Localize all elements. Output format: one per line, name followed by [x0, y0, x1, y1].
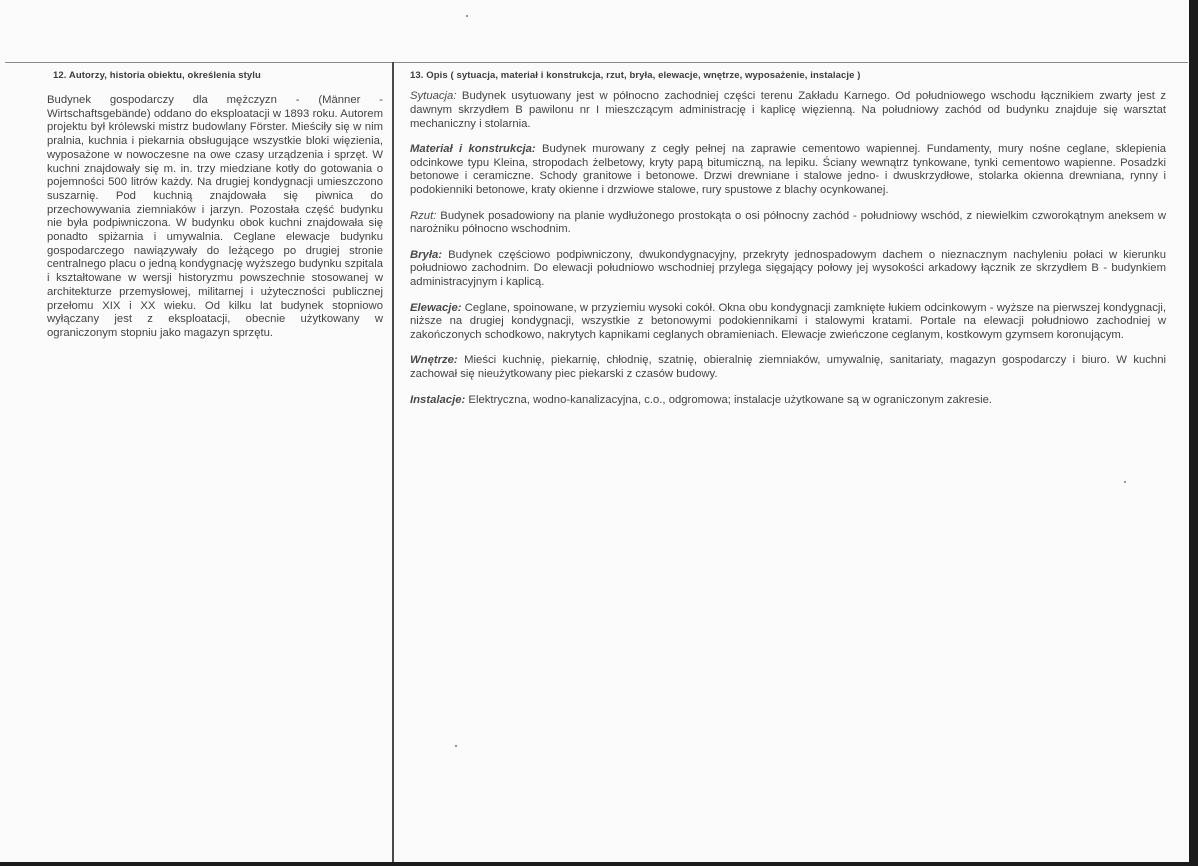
- text-rzut: Budynek posadowiony na planie wydłużonego prostokąta o osi północny zachód - południowy wschód, z niewielkim czworokątnym aneksem w narożniku północno wschodnim.: [410, 209, 1166, 236]
- paragraph-wnetrze: [410, 354, 1166, 382]
- term-rzut: Rzut:: [410, 209, 437, 222]
- term-instalacje: Instalacje:: [410, 393, 466, 406]
- section-12: [47, 70, 383, 341]
- header-rule: [5, 62, 1188, 63]
- term-sytuacja: Sytuacja:: [410, 90, 457, 102]
- text-sytuacja: Budynek usytuowany jest w północno zachodniej części terenu Zakładu Karnego. Od południowego wschodu łącznikiem zwarty jest z dawnym skrzydłem B pawilonu nr I mieszczącym administrację i kaplicę więzienną. Na południowy zachód od budynku znajduje się warsztat mechaniczny i stolarnia.: [410, 90, 1166, 130]
- text-bryla: Budynek częściowo podpiwniczony, dwukondygnacyjny, przekryty jednospadowym dachem o nieznacznym nachyleniu połaci w kierunku południowo zachodnim. Do elewacji południowo wschodniej przylega sięgający połowy jej wysokości arkadowy łącznik ze skrzydłem B - budynkiem administracyjnym i kaplicą.: [410, 248, 1166, 289]
- scan-speck: [466, 15, 468, 17]
- paragraph-elewacje: [410, 302, 1166, 343]
- scan-edge-bottom: [0, 862, 1198, 866]
- column-divider: [392, 62, 394, 862]
- paragraph-instalacje: [410, 394, 1166, 408]
- scan-edge-right: [1189, 0, 1198, 866]
- scan-speck: [1124, 481, 1126, 483]
- text-instalacje: Elektryczna, wodno-kanalizacyjna, c.o., odgromowa; instalacje użytkowane są w ograniczonym zakresie.: [465, 393, 993, 406]
- term-wnetrze: Wnętrze:: [410, 354, 458, 367]
- scan-speck: [455, 745, 457, 747]
- section-13-heading: 13. Opis ( sytuacja, materiał i konstrukcja, rzut, bryła, elewacje, wnętrze, wyposażenie, instalacje ): [410, 70, 861, 81]
- section-13: [410, 70, 1166, 419]
- text-wnetrze: Mieści kuchnię, piekarnię, chłodnię, szatnię, obieralnię ziemniaków, umywalnię, sanitariaty, magazyn gospodarczy i biuro. W kuchni zachował się nieużytkowany piec piekarski z czasów budowy.: [410, 354, 1166, 381]
- term-bryla: Bryła:: [410, 248, 443, 261]
- paragraph-rzut: [410, 210, 1166, 238]
- text-elewacje: Ceglane, spoinowane, w przyziemiu wysoki cokół. Okna obu kondygnacji zamknięte łukiem odcinkowym - wyższe na pierwszej kondygnacji, niższe na drugiej kondygnacji, wszystkie z betonowymi podokiennikami i stalowymi kratami. Portale na elewacji południowo zachodniej w zakończonych schodkowo, nakrytych kapnikami ceglanych obramieniach. Elewacje zwieńczone ceglanym, kostkowym gzymsem koronującym.: [410, 301, 1166, 342]
- term-material: Materiał i konstrukcja:: [410, 142, 536, 155]
- text-material: Budynek murowany z cegły pełnej na zaprawie cementowo wapiennej. Fundamenty, mury nośne ceglane, sklepienia odcinkowe typu Kleina, stropodach żelbetowy, kryty papą bitumiczną, na lepiku. Ściany wewnątrz tynkowane, tynki cementowo wapienne. Posadzki betonowe i ceramiczne. Schody granitowe i betonowe. Drzwi drewniane i stalowe jedno- i dwuskrzydłowe, stolarka okienna drewniana, rynny i podokienniki betonowe, kraty okienne i drzwiowe stalowe, rury spustowe z blachy ocynkowanej.: [410, 142, 1166, 197]
- section-12-text: Budynek gospodarczy dla mężczyzn - (Männer - Wirtschaftsgebände) oddano do eksploatacji w 1893 roku. Autorem projektu był królewski mistrz budowlany Förster. Mieściły się w nim pralnia, kuchnia i piekarnia obsługujące wszystkie bloki więzienia, wyposażone w nowoczesne na owe czasy urządzenia i sprzęt. W kuchni znajdowały się m. in. trzy miedziane kotły do gotowania o pojemności 500 litrów każdy. Na drugiej kondygnacji umieszczono suszarnię. Pod kuchnią znajdowała się piwnica do przechowywania ziemniaków i jarzyn. Pozostała część budynku nie była podpiwniczona. W budynku obok kuchni znajdowała się ponadto spiżarnia i umywalnia. Ceglane elewacje budynku gospodarczego nawiązywały do leżącego po drugiej stronie centralnego placu o jedną kondygnację wyższego budynku szpitala i kształtowane w wersji historyzmu powszechnie stosowanej w architekturze przemysłowej, militarnej i użyteczności publicznej przełomu XIX i XX wieku. Od kilku lat budynek stopniowo wyłączany jest z eksploatacji, obecnie użytkowany w ograniczonym stopniu jako magazyn sprzętu.: [47, 94, 383, 339]
- term-elewacje: Elewacje:: [410, 301, 462, 314]
- section-12-heading: 12. Autorzy, historia obiektu, określenia stylu: [53, 70, 261, 81]
- paragraph-sytuacja: [410, 90, 1166, 131]
- paragraph-material: [410, 143, 1166, 198]
- paragraph-bryla: [410, 249, 1166, 290]
